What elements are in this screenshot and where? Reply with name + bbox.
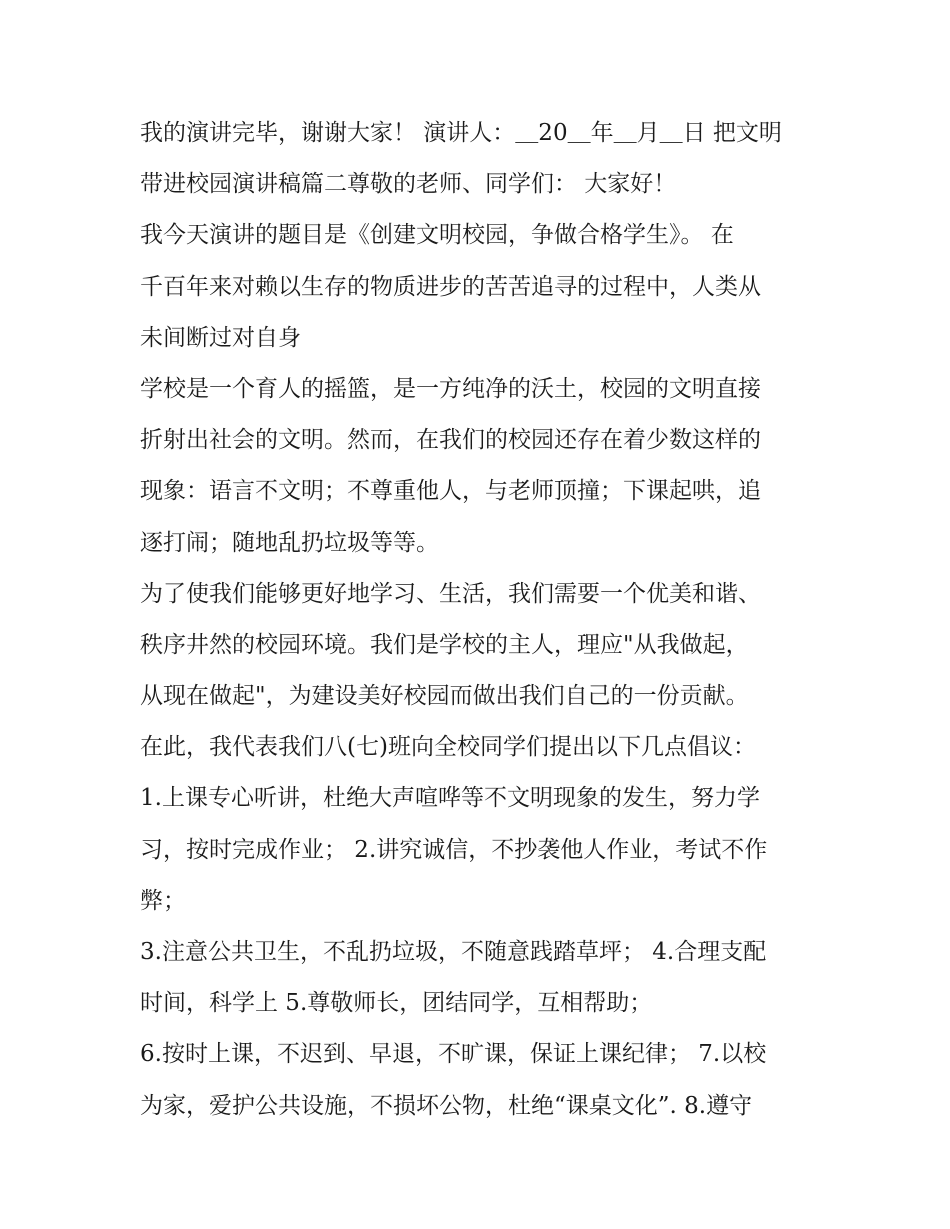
text-line: 时间，科学上 5.尊敬师长，团结同学，互相帮助；: [140, 990, 653, 1017]
text-line: 我今天演讲的题目是《创建文明校园，争做合格学生》。 在: [140, 222, 734, 249]
text-line: 在此，我代表我们八(七)班向全校同学们提出以下几点倡议：: [140, 734, 756, 761]
text-line: 习，按时完成作业； 2.讲究诚信，不抄袭他人作业，考试不作: [140, 836, 768, 863]
text-line: 秩序井然的校园环境。我们是学校的主人，理应"从我做起，: [140, 631, 749, 658]
text-line: 1.上课专心听讲，杜绝大声喧哗等不文明现象的发生，努力学: [140, 785, 760, 812]
text-line: 为家，爱护公共设施，不损坏公物，杜绝“课桌文化”. 8.遵守: [140, 1092, 753, 1119]
text-line: 未间断过对自身: [140, 324, 301, 351]
speech-body-text: [140, 108, 820, 1132]
text-line: 现象：语言不文明；不尊重他人，与老师顶撞；下课起哄，追: [140, 478, 761, 505]
text-line: 我的演讲完毕，谢谢大家！ 演讲人：＿20＿年＿月＿日 把文明: [140, 120, 782, 146]
text-line: 学校是一个育人的摇篮，是一方纯净的沃土，校园的文明直接: [140, 375, 761, 402]
text-line: 3.注意公共卫生，不乱扔垃圾，不随意践踏草坪； 4.合理支配: [140, 939, 767, 965]
text-line: 为了使我们能够更好地学习、生活，我们需要一个优美和谐、: [140, 580, 761, 607]
text-line: 折射出社会的文明。然而，在我们的校园还存在着少数这样的: [140, 427, 761, 454]
text-line: 带进校园演讲稿篇二尊敬的老师、同学们： 大家好！: [140, 171, 677, 198]
text-line: 逐打闹；随地乱扔垃圾等等。: [140, 529, 439, 556]
text-line: 千百年来对赖以生存的物质进步的苦苦追寻的过程中，人类从: [140, 273, 761, 300]
text-line: 6.按时上课，不迟到、早退，不旷课，保证上课纪律； 7.以校: [140, 1041, 767, 1068]
text-line: 从现在做起"，为建设美好校园而做出我们自己的一份贡献。: [140, 683, 749, 710]
text-line: 弊；: [140, 887, 186, 914]
